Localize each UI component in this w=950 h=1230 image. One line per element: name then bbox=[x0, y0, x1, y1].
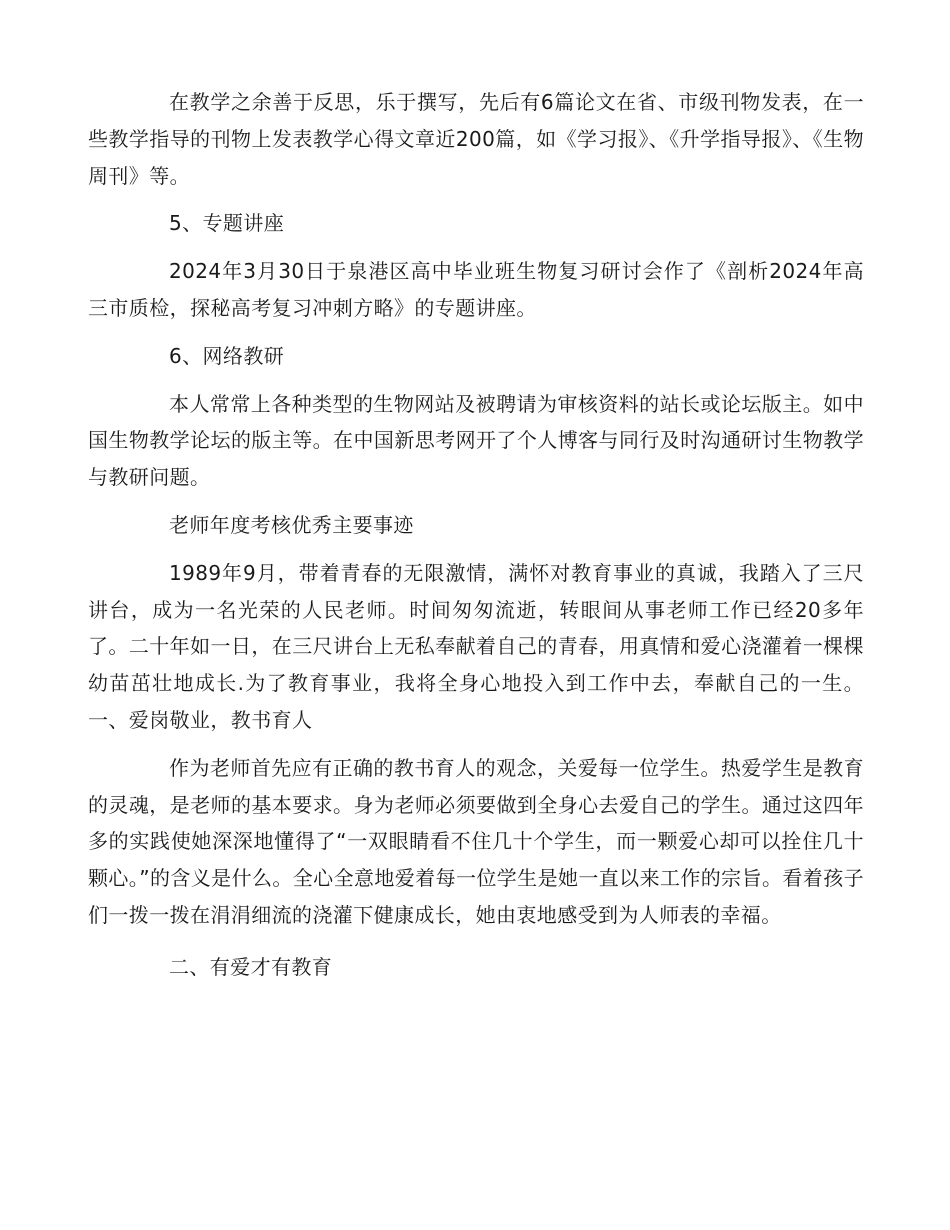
paragraph-online-research: 本人常常上各种类型的生物网站及被聘请为审核资料的站长或论坛版主。如中国生物教学论坛的版主等。在中国新思考网开了个人博客与同行及时沟通研讨生物教学与教研问题。 bbox=[88, 391, 864, 490]
heading-annual-assessment: 老师年度考核优秀主要事迹 bbox=[169, 512, 414, 537]
document-body bbox=[88, 84, 864, 986]
paragraph-teaching-philosophy: 作为老师首先应有正确的教书育人的观念，关爱每一位学生。热爱学生是教育的灵魂，是老师的基本要求。身为老师必须要做到全身心去爱自己的学生。通过这四年多的实践使她深深地懂得了“一双眼睛看不住几十个学生，而一颗爱心却可以拴住几十颗心。”的含义是什么。全心全意地爱着每一位学生是她一直以来工作的宗旨。看着孩子们一拨一拨在涓涓细流的浇灌下健康成长，她由衷地感受到为人师表的幸福。 bbox=[88, 755, 864, 927]
paragraph-career-start: 1989年9月，带着青春的无限激情，满怀对教育事业的真诚，我踏入了三尺讲台，成为一名光荣的人民老师。时间匆匆流逝，转眼间从事老师工作已经20多年了。二十年如一日，在三尺讲台上无私奉献着自己的青春，用真情和爱心浇灌着一棵棵幼苗茁壮地成长.为了教育事业，我将全身心地投入到工作中去，奉献自己的一生。一、爱岗敬业，教书育人 bbox=[88, 560, 864, 732]
heading-online-research: 6、网络教研 bbox=[169, 343, 285, 368]
paragraph-papers-published: 在教学之余善于反思，乐于撰写，先后有6篇论文在省、市级刊物发表，在一些教学指导的刊物上发表教学心得文章近200篇，如《学习报》、《升学指导报》、《生物周刊》等。 bbox=[88, 90, 864, 188]
heading-special-lecture: 5、专题讲座 bbox=[169, 211, 285, 236]
heading-love-and-education: 二、有爱才有教育 bbox=[169, 954, 333, 979]
paragraph-lecture-details: 2024年3月30日于泉港区高中毕业班生物复习研讨会作了《剖析2024年高三市质检，探秘高考复习冲刺方略》的专题讲座。 bbox=[88, 259, 864, 320]
